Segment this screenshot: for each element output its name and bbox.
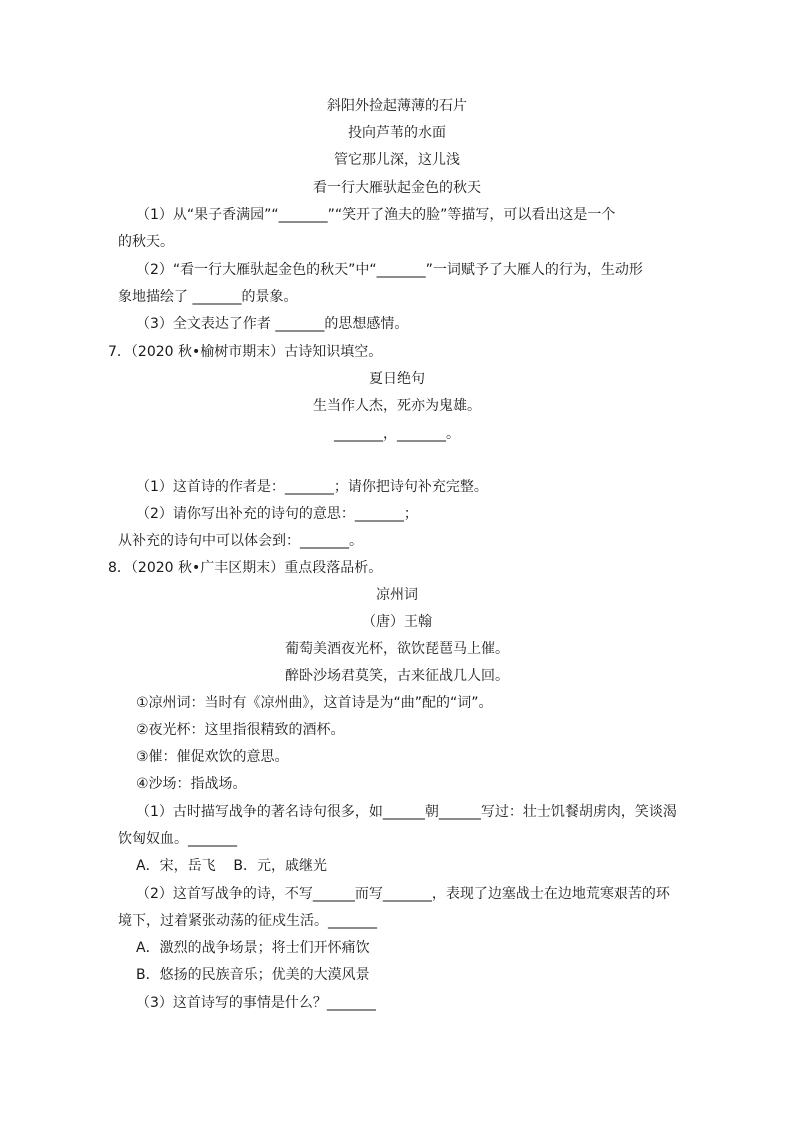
q7-sub1: （1）这首诗的作者是：_______；请你把诗句补充完整。 [136,479,488,495]
q8-note-3: ③催：催促欢饮的意思。 [136,749,289,765]
q7-poem-title: 夏日绝句 [369,371,425,387]
q6-sub2-line1: （2）“看一行大雁驮起金色的秋天”中“_______”一词赋予了大雁人的行为，生动形 [136,262,643,278]
q7-header: 7．（2020 秋•榆树市期末）古诗知识填空。 [108,344,383,360]
q6-sub1-line2: 的秋天。 [118,234,174,250]
q8-poem-line2: 醉卧沙场君莫笑，古来征战几人回。 [285,668,509,684]
q8-sub1-line1: （1）古时描写战争的著名诗句很多，如______朝______写过：壮士饥餐胡虏肉，笑谈渴 [136,804,677,820]
q8-sub2-option-b: B．悠扬的民族音乐；优美的大漠风景 [136,967,370,983]
q8-sub3: （3）这首诗写的事情是什么？_______ [136,995,376,1011]
q6-sub3: （3）全文表达了作者 _______的思想感情。 [136,316,409,332]
q8-sub2-option-a: A．激烈的战争场景；将士们开怀痛饮 [136,940,370,956]
q8-header: 8．（2020 秋•广丰区期末）重点段落品析。 [108,560,383,576]
q8-poem-author: （唐）王翰 [362,614,432,630]
poem-line-1: 斜阳外捡起薄薄的石片 [327,98,467,114]
q8-sub1-options: A．宋，岳飞 B．元，戚继光 [136,858,327,874]
q8-poem-title: 凉州词 [376,587,418,603]
q8-poem-line1: 葡萄美酒夜光杯，欲饮琵琶马上催。 [285,641,509,657]
poem-line-4: 看一行大雁驮起金色的秋天 [313,180,481,196]
q8-note-4: ④沙场：指战场。 [136,776,247,792]
q8-sub1-line2: 饮匈奴血。_______ [118,831,237,847]
poem-line-2: 投向芦苇的水面 [348,125,446,141]
q7-poem-line2-blanks: _______，_______。 [334,426,460,442]
q8-note-2: ②夜光杯：这里指很精致的酒杯。 [136,722,345,738]
q6-sub2-line2: 象地描绘了 _______的景象。 [118,289,298,305]
q8-note-1: ①凉州词：当时有《凉州曲》，这首诗是为“曲”配的“词”。 [136,695,493,711]
q8-sub2-line1: （2）这首写战争的诗，不写______而写_______，表现了边塞战士在边地荒寒艰苦的环 [136,886,670,902]
q8-sub2-line2: 境下，过着紧张动荡的征戍生活。_______ [118,913,377,929]
q7-poem-line1: 生当作人杰，死亦为鬼雄。 [313,398,481,414]
q6-sub1-line1: （1）从“果子香满园”“_______”“笑开了渔夫的脸”等描写，可以看出这是一个 [136,207,616,223]
poem-line-3: 管它那儿深，这儿浅 [334,152,460,168]
q7-sub2-cont: 从补充的诗句中可以体会到：_______。 [118,533,363,549]
q7-sub2: （2）请你写出补充的诗句的意思：_______； [136,506,418,522]
